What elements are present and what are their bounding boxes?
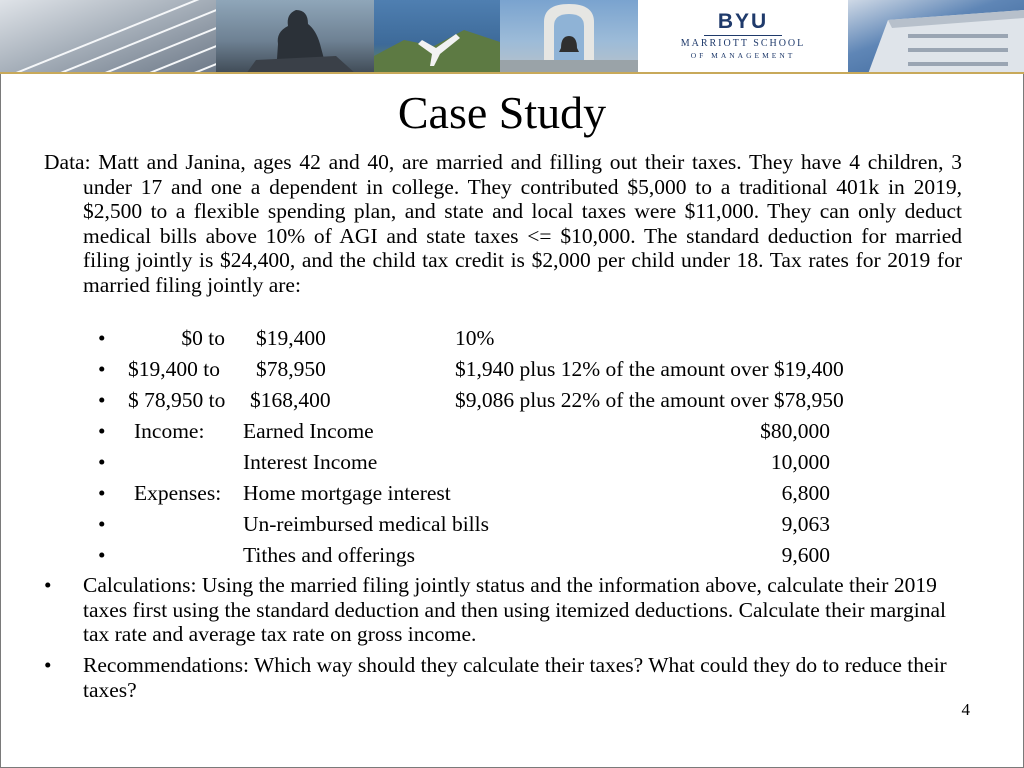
tax-bracket-row	[0, 324, 1000, 352]
recommendations-text: Recommendations: Which way should they calculate their taxes? What could they do to reduce their taxes?	[83, 653, 947, 702]
statue-icon	[216, 0, 374, 74]
ledger-amount: 10,000	[770, 450, 830, 474]
slide-title: Case Study	[397, 87, 607, 138]
bell-tower-icon	[500, 0, 638, 74]
byu-marriott-logo	[638, 0, 848, 74]
bracket-rate: $9,086 plus 22% of the amount over $78,950	[455, 388, 844, 412]
bullet-marker: •	[98, 512, 106, 536]
bullet-marker: •	[98, 543, 106, 567]
ledger-label: Tithes and offerings	[243, 543, 415, 567]
ledger-amount: 9,600	[781, 543, 830, 567]
ledger-category: Income:	[134, 419, 205, 443]
ledger-label: Un-reimbursed medical bills	[243, 512, 489, 536]
banner-photo-building	[0, 0, 216, 74]
bracket-rate: 10%	[455, 326, 495, 350]
ledger-label: Home mortgage interest	[243, 481, 451, 505]
data-paragraph	[44, 150, 962, 297]
ledger-label: Earned Income	[243, 419, 374, 443]
bullet-marker: •	[98, 357, 106, 381]
bullet-marker: •	[44, 573, 52, 597]
ledger-row	[0, 479, 1000, 507]
calculations-text: Calculations: Using the married filing jointly status and the information above, calculate their 2019 taxes first using the standard deduction and then using itemized deductions. Calculate their marginal tax rate and average tax rate on gross income.	[83, 573, 946, 646]
header-banner	[0, 0, 1024, 74]
page-number: 4	[961, 700, 970, 719]
ledger-amount: 6,800	[781, 481, 830, 505]
bracket-from: $19,400 to	[128, 357, 220, 381]
bullet-marker: •	[98, 450, 106, 474]
bullet-marker: •	[98, 481, 106, 505]
banner-photo-bell-tower	[500, 0, 638, 74]
ledger-label: Interest Income	[243, 450, 378, 474]
banner-gold-rule	[0, 72, 1024, 74]
bracket-to: $19,400	[256, 326, 326, 350]
logo-byu: BYU	[717, 10, 769, 33]
logo-management: OF MANAGEMENT	[690, 51, 796, 60]
ledger-row	[0, 510, 1000, 538]
tax-bracket-row	[0, 355, 1000, 383]
ledger-row	[0, 541, 1000, 569]
data-paragraph-text: Data: Matt and Janina, ages 42 and 40, are married and filling out their taxes. They have 4 children, 3 under 17 and one a dependent in college. They contributed $5,000 to a traditional 401k in 2019, $2,500 to a flexible spending plan, and state and local taxes were $11,000. They can only deduct medical bills above 10% of AGI and state taxes <= $10,000. The standard deduction for married filing jointly is $24,400, and the child tax credit is $2,000 per child under 18. Tax rates for 2019 for married filing jointly are:	[44, 150, 962, 297]
ledger-row	[0, 448, 1000, 476]
tax-bracket-row	[0, 386, 1000, 414]
banner-photo-statue	[216, 0, 374, 74]
bullet-marker: •	[44, 653, 52, 677]
banner-photo-y-mountain	[374, 0, 500, 74]
logo-school: MARRIOTT SCHOOL	[680, 38, 806, 49]
bracket-from: $0 to	[181, 326, 225, 350]
bracket-to: $168,400	[250, 388, 331, 412]
ledger-amount: 9,063	[781, 512, 830, 536]
campus-building-icon	[848, 0, 1024, 74]
bracket-to: $78,950	[256, 357, 326, 381]
bullet-marker: •	[98, 326, 106, 350]
ledger-category: Expenses:	[134, 481, 222, 505]
bullet-marker: •	[98, 419, 106, 443]
banner-photo-campus-building	[848, 0, 1024, 74]
bracket-rate: $1,940 plus 12% of the amount over $19,400	[455, 357, 844, 381]
ledger-row	[0, 417, 1000, 445]
bracket-from: $ 78,950 to	[128, 388, 226, 412]
mountain-y-icon	[374, 0, 500, 74]
ledger-amount: $80,000	[760, 419, 830, 443]
bullet-marker: •	[98, 388, 106, 412]
